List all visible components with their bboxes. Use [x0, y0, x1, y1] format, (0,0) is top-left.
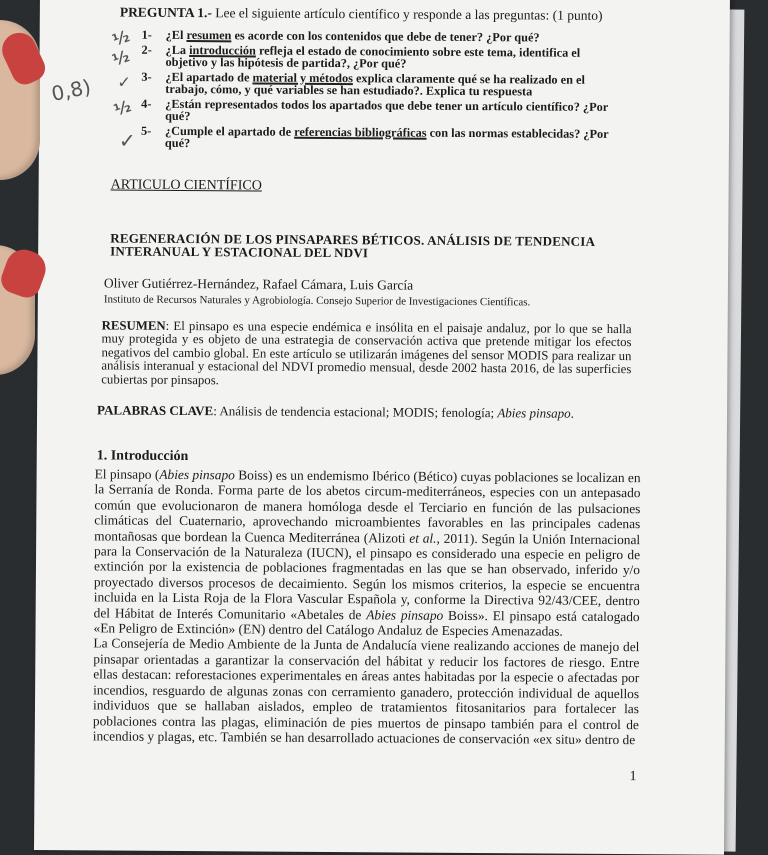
introduction-paragraph: El pinsapo (Abies pinsapo Boiss) es un endemismo Ibérico (Bético) cuyas poblaciones se localizan en la Serranía de Ronda. Forma parte de los abetos circum-mediterráneos, especies con un antepasado común que evolucionaron de manera homóloga desde el Terciario en función de las pulsaciones climáticas del Cuaternario, aprovechando microambientes favorables en las principales cadenas montañosas que bordean la Cuenca Mediterránea (Alizoti et al., 2011). Según la Unión Internacional para la Conservación de la Naturaleza (IUCN), el pinsapo es considerado una especie en peligro de extinción por la existencia de poblaciones fragmentadas en las que se han observado, inferido y/o proyectado diversos procesos de decaimiento. Según los mismos criterios, la especie se encuentra incluida en la Lista Roja de la Flora Vascular Española y, conforme la Directiva 92/43/CEE, dentro del Hábitat de Interés Comunitario «Abetales de Abies pinsapo Boiss». El pinsapo está catalogado «En Peligro de Extinción» (EN) dentro del Catálogo Andaluz de Especies Amenazadas.	[93, 466, 641, 639]
keywords: PALABRAS CLAVE: Análisis de tendencia estacional; MODIS; fenología; Abies pinsapo.	[97, 402, 575, 421]
question-item	[141, 43, 619, 71]
introduction-paragraph: La Consejería de Medio Ambiente de la Junta de Andalucía viene realizando acciones de manejo del pinsapar orientadas a garantizar la conservación del hábitat y reducir los factores de riesgo. Entre ellas destacan: reforestaciones experimentales en áreas antes habitadas por la especie o afectadas por incendios, resguardo de algunas zonas con cerramiento ganadero, protección individual de aquellos individuos que se hallaban aislados, empleo de tratamientos fitosanitarios para fortalecer las poblaciones contra las plagas, eliminación de pies muertos de pinsapo también para el control de incendios y plagas, etc. También se han desarrollado actuaciones de conservación «ex situ» dentro de	[92, 635, 640, 748]
question-item	[141, 124, 619, 152]
keywords-label: PALABRAS CLAVE	[97, 402, 214, 419]
question-number: 2-	[141, 42, 152, 57]
question-text: ¿Están representados todos los apartados que debe tener un artículo científico? ¿Por qué?	[165, 96, 609, 124]
question-number: 1-	[141, 27, 152, 42]
question-number: 5-	[140, 123, 152, 138]
article-title: REGENERACIÓN DE LOS PINSAPARES BÉTICOS. ANÁLISIS DE TENDENCIA INTERANUAL Y ESTACIONAL DEL NDVI	[110, 229, 595, 260]
handwritten-mark: ½	[109, 46, 132, 70]
handwritten-score: 0,8)	[49, 74, 93, 106]
handwritten-mark: ✓	[117, 72, 131, 92]
question-title	[120, 5, 620, 24]
article-heading: ARTICULO CIENTÍFICO	[110, 176, 262, 194]
abstract-label: RESUMEN	[101, 317, 166, 333]
question-title-text: Lee el siguiente artículo científico y responde a las preguntas: (1 punto)	[215, 5, 603, 23]
page-content	[92, 4, 641, 748]
handwritten-mark: ✓	[118, 128, 136, 153]
question-number: 4-	[141, 96, 152, 111]
question-item	[141, 70, 619, 98]
question-item	[141, 97, 619, 125]
handwritten-mark: ½	[111, 96, 134, 120]
article-authors: Oliver Gutiérrez-Hernández, Rafael Cámara, Luis García	[103, 274, 414, 293]
question-list	[141, 29, 620, 153]
question-text: ¿La introducción refleja el estado de conocimiento sobre este tema, identifica el objetivo y las hipótesis de partida?, ¿Por qué?	[165, 42, 581, 71]
question-title-label: PREGUNTA 1.-	[119, 4, 212, 21]
document-page	[34, 0, 730, 855]
introduction-body	[93, 466, 641, 747]
abstract	[101, 319, 631, 390]
page-number: 1	[629, 769, 637, 785]
article-institution: Instituto de Recursos Naturales y Agrobiología. Consejo Superior de Investigaciones Científicas.	[103, 292, 531, 308]
question-text: ¿Cumple el apartado de referencias bibliográficas con las normas establecidas? ¿Por qué?	[164, 123, 609, 151]
abstract-text: : El pinsapo es una especie endémica e insólita en el paisaje andaluz, por lo que se halla muy protegida y es objeto de una estrategia de conservación activa que pretende mitigar los efectos negativos del cambio global. En este artículo se utilizarán imágenes del sensor MODIS para realizar un análisis interanual y estacional del NDVI promedio mensual, desde 2002 hasta 2016, de las superficies cubiertas por pinsapos.	[101, 318, 632, 387]
handwritten-mark: ½	[109, 26, 132, 50]
introduction-heading: 1. Introducción	[96, 448, 189, 465]
question-number: 3-	[141, 69, 152, 84]
question-text: ¿El apartado de material y métodos explica claramente qué se ha realizado en el trabajo, cómo, y qué variables se han estudiado?. Explica tu respuesta	[165, 69, 585, 99]
question-text: ¿El resumen es acorde con los contenidos que debe de tener? ¿Por qué?	[165, 27, 540, 45]
